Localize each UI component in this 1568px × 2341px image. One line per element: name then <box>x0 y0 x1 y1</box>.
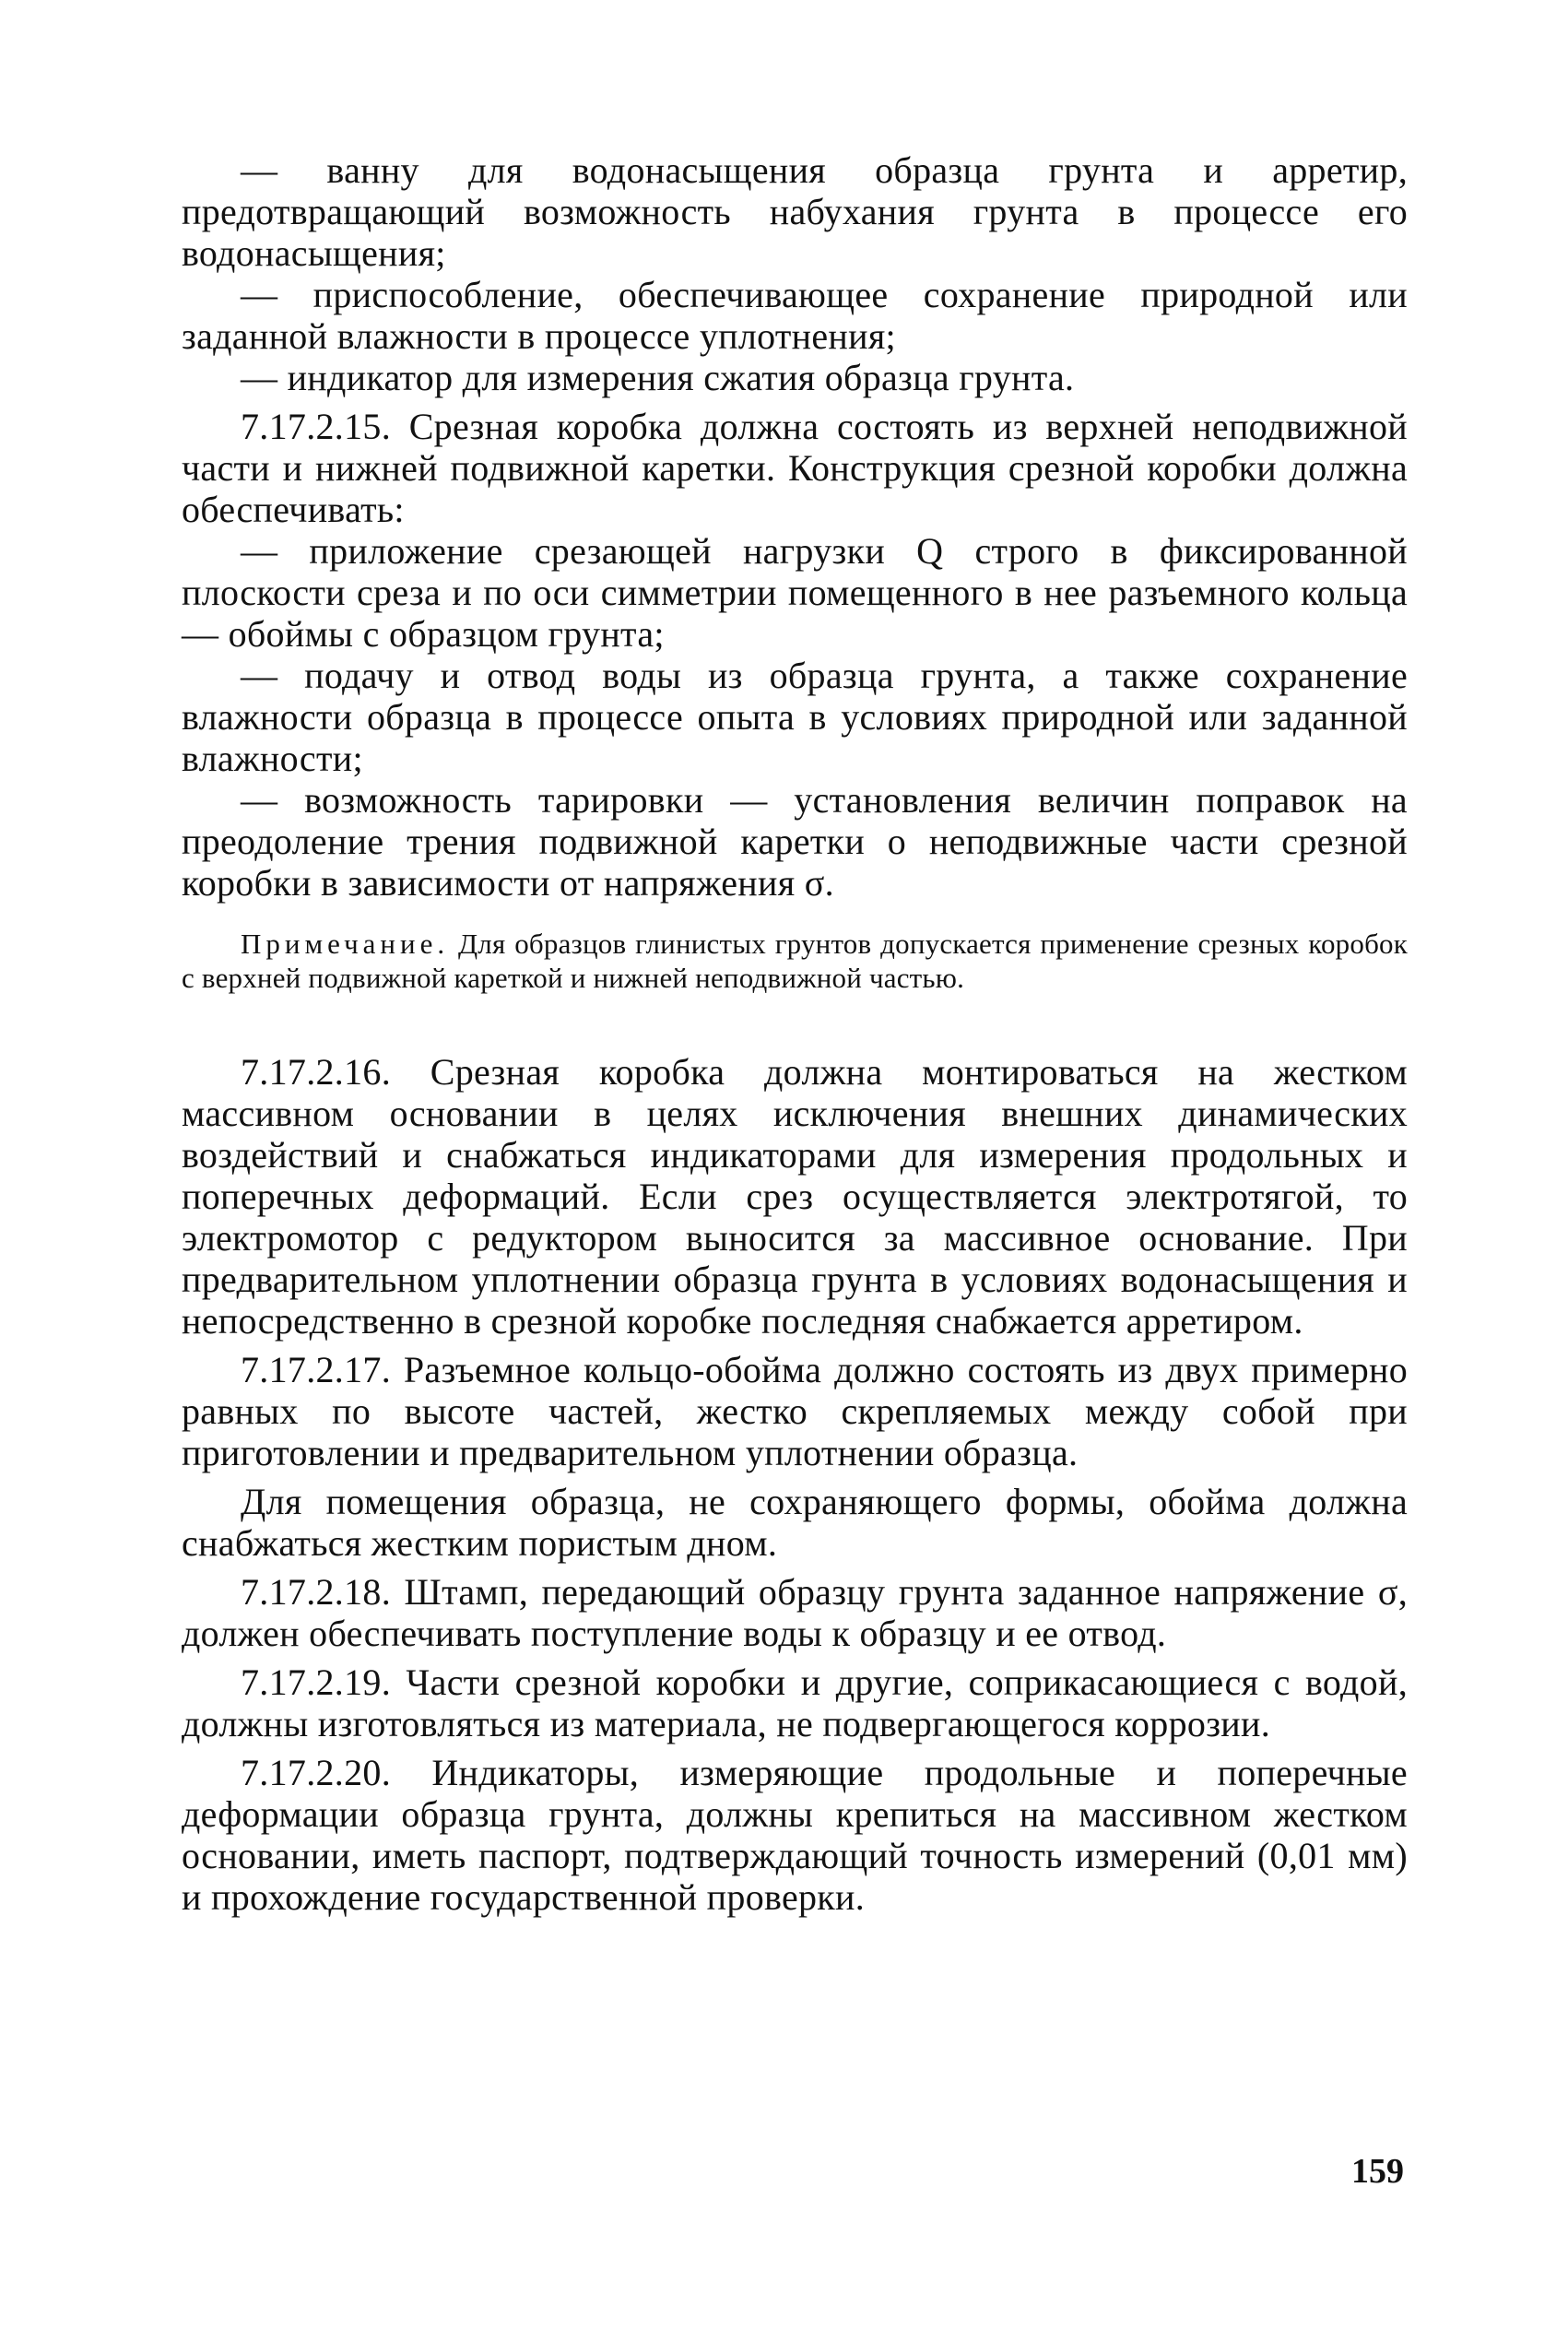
spacer <box>182 1342 1408 1349</box>
paragraph-porous-bottom: Для помещения образца, не сохраняющего формы, обойма должна снабжаться жестким пористым дном. <box>182 1481 1408 1564</box>
paragraph-7-17-2-19: 7.17.2.19. Части срезной коробки и другие, соприкасающиеся с водой, должны изготовляться из материала, не подвергающегося коррозии. <box>182 1661 1408 1744</box>
note-block <box>182 927 1408 995</box>
upper-text-block <box>182 149 1408 904</box>
lower-text-block <box>182 1051 1408 1918</box>
note-label: Примечание. <box>241 928 450 960</box>
spacer <box>182 1744 1408 1752</box>
list-item-calibration: — возможность тарировки — установления величин поправок на преодоление трения подвижной каретки о неподвижные части срезной коробки в зависимости от напряжения σ. <box>182 779 1408 904</box>
list-item-water-bath: — ванну для водонасыщения образца грунта и арретир, предотвращающий возможность набухания грунта в процессе его водонасыщения; <box>182 149 1408 274</box>
page-number: 159 <box>1351 2152 1404 2191</box>
spacer <box>182 1564 1408 1571</box>
paragraph-7-17-2-15: 7.17.2.15. Срезная коробка должна состоять из верхней неподвижной части и нижней подвижной каретки. Конструкция срезной коробки должна обеспечивать: <box>182 406 1408 530</box>
spacer <box>182 1473 1408 1481</box>
list-item-indicator: — индикатор для измерения сжатия образца грунта. <box>241 357 1075 398</box>
paragraph-7-17-2-16: 7.17.2.16. Срезная коробка должна монтироваться на жестком массивном основании в целях исключения внешних динамических воздействий и снабжаться индикаторами для измерения продольных и поперечных деформаций. Если срез осуществляется электротягой, то электромотор с редуктором выносится за массивное основание. При предварительном уплотнении образца грунта в условиях водонасыщения и непосредственно в срезной коробке последняя снабжается арретиром. <box>182 1051 1408 1342</box>
list-item-moisture-device: — приспособление, обеспечивающее сохранение природной или заданной влажности в процессе уплотнения; <box>182 274 1408 357</box>
paragraph-7-17-2-18: 7.17.2.18. Штамп, передающий образцу грунта заданное напряжение σ, должен обеспечивать поступление воды к образцу и ее отвод. <box>182 1571 1408 1654</box>
paragraph-7-17-2-20: 7.17.2.20. Индикаторы, измеряющие продольные и поперечные деформации образца грунта, должны крепиться на массивном жестком основании, иметь паспорт, подтверждающий точность измерений (0,01 мм) и прохождение государственной проверки. <box>182 1752 1408 1918</box>
spacer <box>182 1654 1408 1661</box>
spacer <box>182 398 1408 406</box>
note-text: Для образцов глинистых грунтов допускается применение срезных коробок с верхней подвижной кареткой и нижней неподвижной частью. <box>182 928 1408 994</box>
paragraph-7-17-2-17: 7.17.2.17. Разъемное кольцо-обойма должно состоять из двух примерно равных по высоте частей, жестко скрепляемых между собой при приготовлении и предварительном уплотнении образца. <box>182 1349 1408 1473</box>
note-paragraph <box>182 927 1408 995</box>
list-item-shear-load: — приложение срезающей нагрузки Q строго в фиксированной плоскости среза и по оси симметрии помещенного в нее разъемного кольца — обоймы с образцом грунта; <box>182 530 1408 655</box>
list-item-water-supply: — подачу и отвод воды из образца грунта, а также сохранение влажности образца в процессе опыта в условиях природной или заданной влажности; <box>182 655 1408 779</box>
